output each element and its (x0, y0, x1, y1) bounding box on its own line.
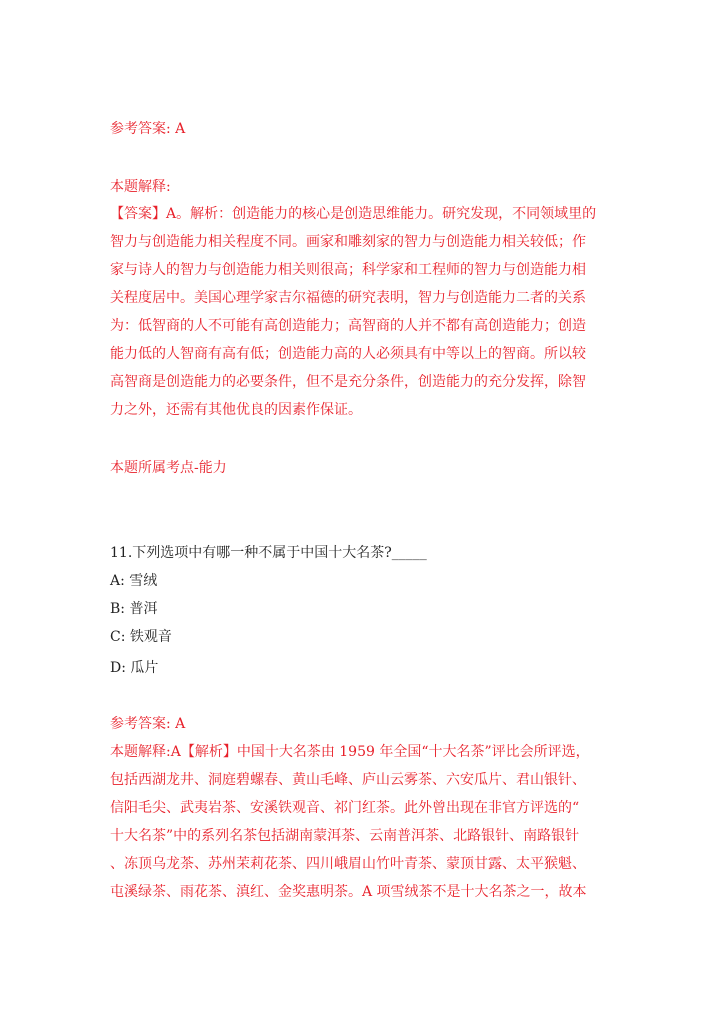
explanation-line: 屯溪绿茶、雨花茶、滇红、金奖惠明茶。A 项雪绒茶不是十大名茶之一，故本 (110, 884, 587, 900)
explanation-line: 【答案】A。解析：创造能力的核心是创造思维能力。研究发现，不同领域里的 (110, 206, 597, 222)
explanation-line: 本题解释:A【解析】中国十大名茶由 1959 年全国“十大名茶”评比会所评选， (110, 744, 590, 760)
explanation-line: 十大名茶”中的系列名茶包括湖南蒙洱茶、云南普洱茶、北路银针、南路银针 (110, 828, 580, 844)
option-a: A: 雪绒 (110, 573, 158, 589)
explanation-line: 智力与创造能力相关程度不同。画家和雕刻家的智力与创造能力相关较低；作 (110, 234, 586, 250)
option-b: B: 普洱 (110, 601, 158, 617)
question-stem: 11.下列选项中有哪一种不属于中国十大名茶?_____ (110, 545, 427, 561)
explanation-line: 为：低智商的人不可能有高创造能力；高智商的人并不都有高创造能力；创造 (110, 318, 586, 334)
explanation-heading: 本题解释: (110, 179, 171, 195)
explanation-line: 力之外，还需有其他优良的因素作保证。 (110, 402, 362, 418)
answer-line: 参考答案: A (110, 716, 186, 732)
explanation-line: 、冻顶乌龙茶、苏州茉莉花茶、四川峨眉山竹叶青茶、蒙顶甘露、太平猴魁、 (110, 856, 586, 872)
explanation-line: 信阳毛尖、武夷岩茶、安溪铁观音、祁门红茶。此外曾出现在非官方评选的“ (110, 800, 580, 816)
explanation-line: 家与诗人的智力与创造能力相关则很高；科学家和工程师的智力与创造能力相 (110, 262, 586, 278)
answer-line: 参考答案: A (110, 121, 186, 137)
explanation-line: 关程度居中。美国心理学家吉尔福德的研究表明，智力与创造能力二者的关系 (110, 290, 586, 306)
option-d: D: 瓜片 (110, 660, 159, 676)
explanation-line: 包括西湖龙井、洞庭碧螺春、黄山毛峰、庐山云雾茶、六安瓜片、君山银针、 (110, 772, 586, 788)
explanation-line: 高智商是创造能力的必要条件，但不是充分条件，创造能力的充分发挥，除智 (110, 374, 586, 390)
explanation-line: 能力低的人智商有高有低；创造能力高的人必须具有中等以上的智商。所以较 (110, 346, 586, 362)
option-c: C: 铁观音 (110, 629, 172, 645)
topic-line: 本题所属考点-能力 (110, 460, 227, 476)
